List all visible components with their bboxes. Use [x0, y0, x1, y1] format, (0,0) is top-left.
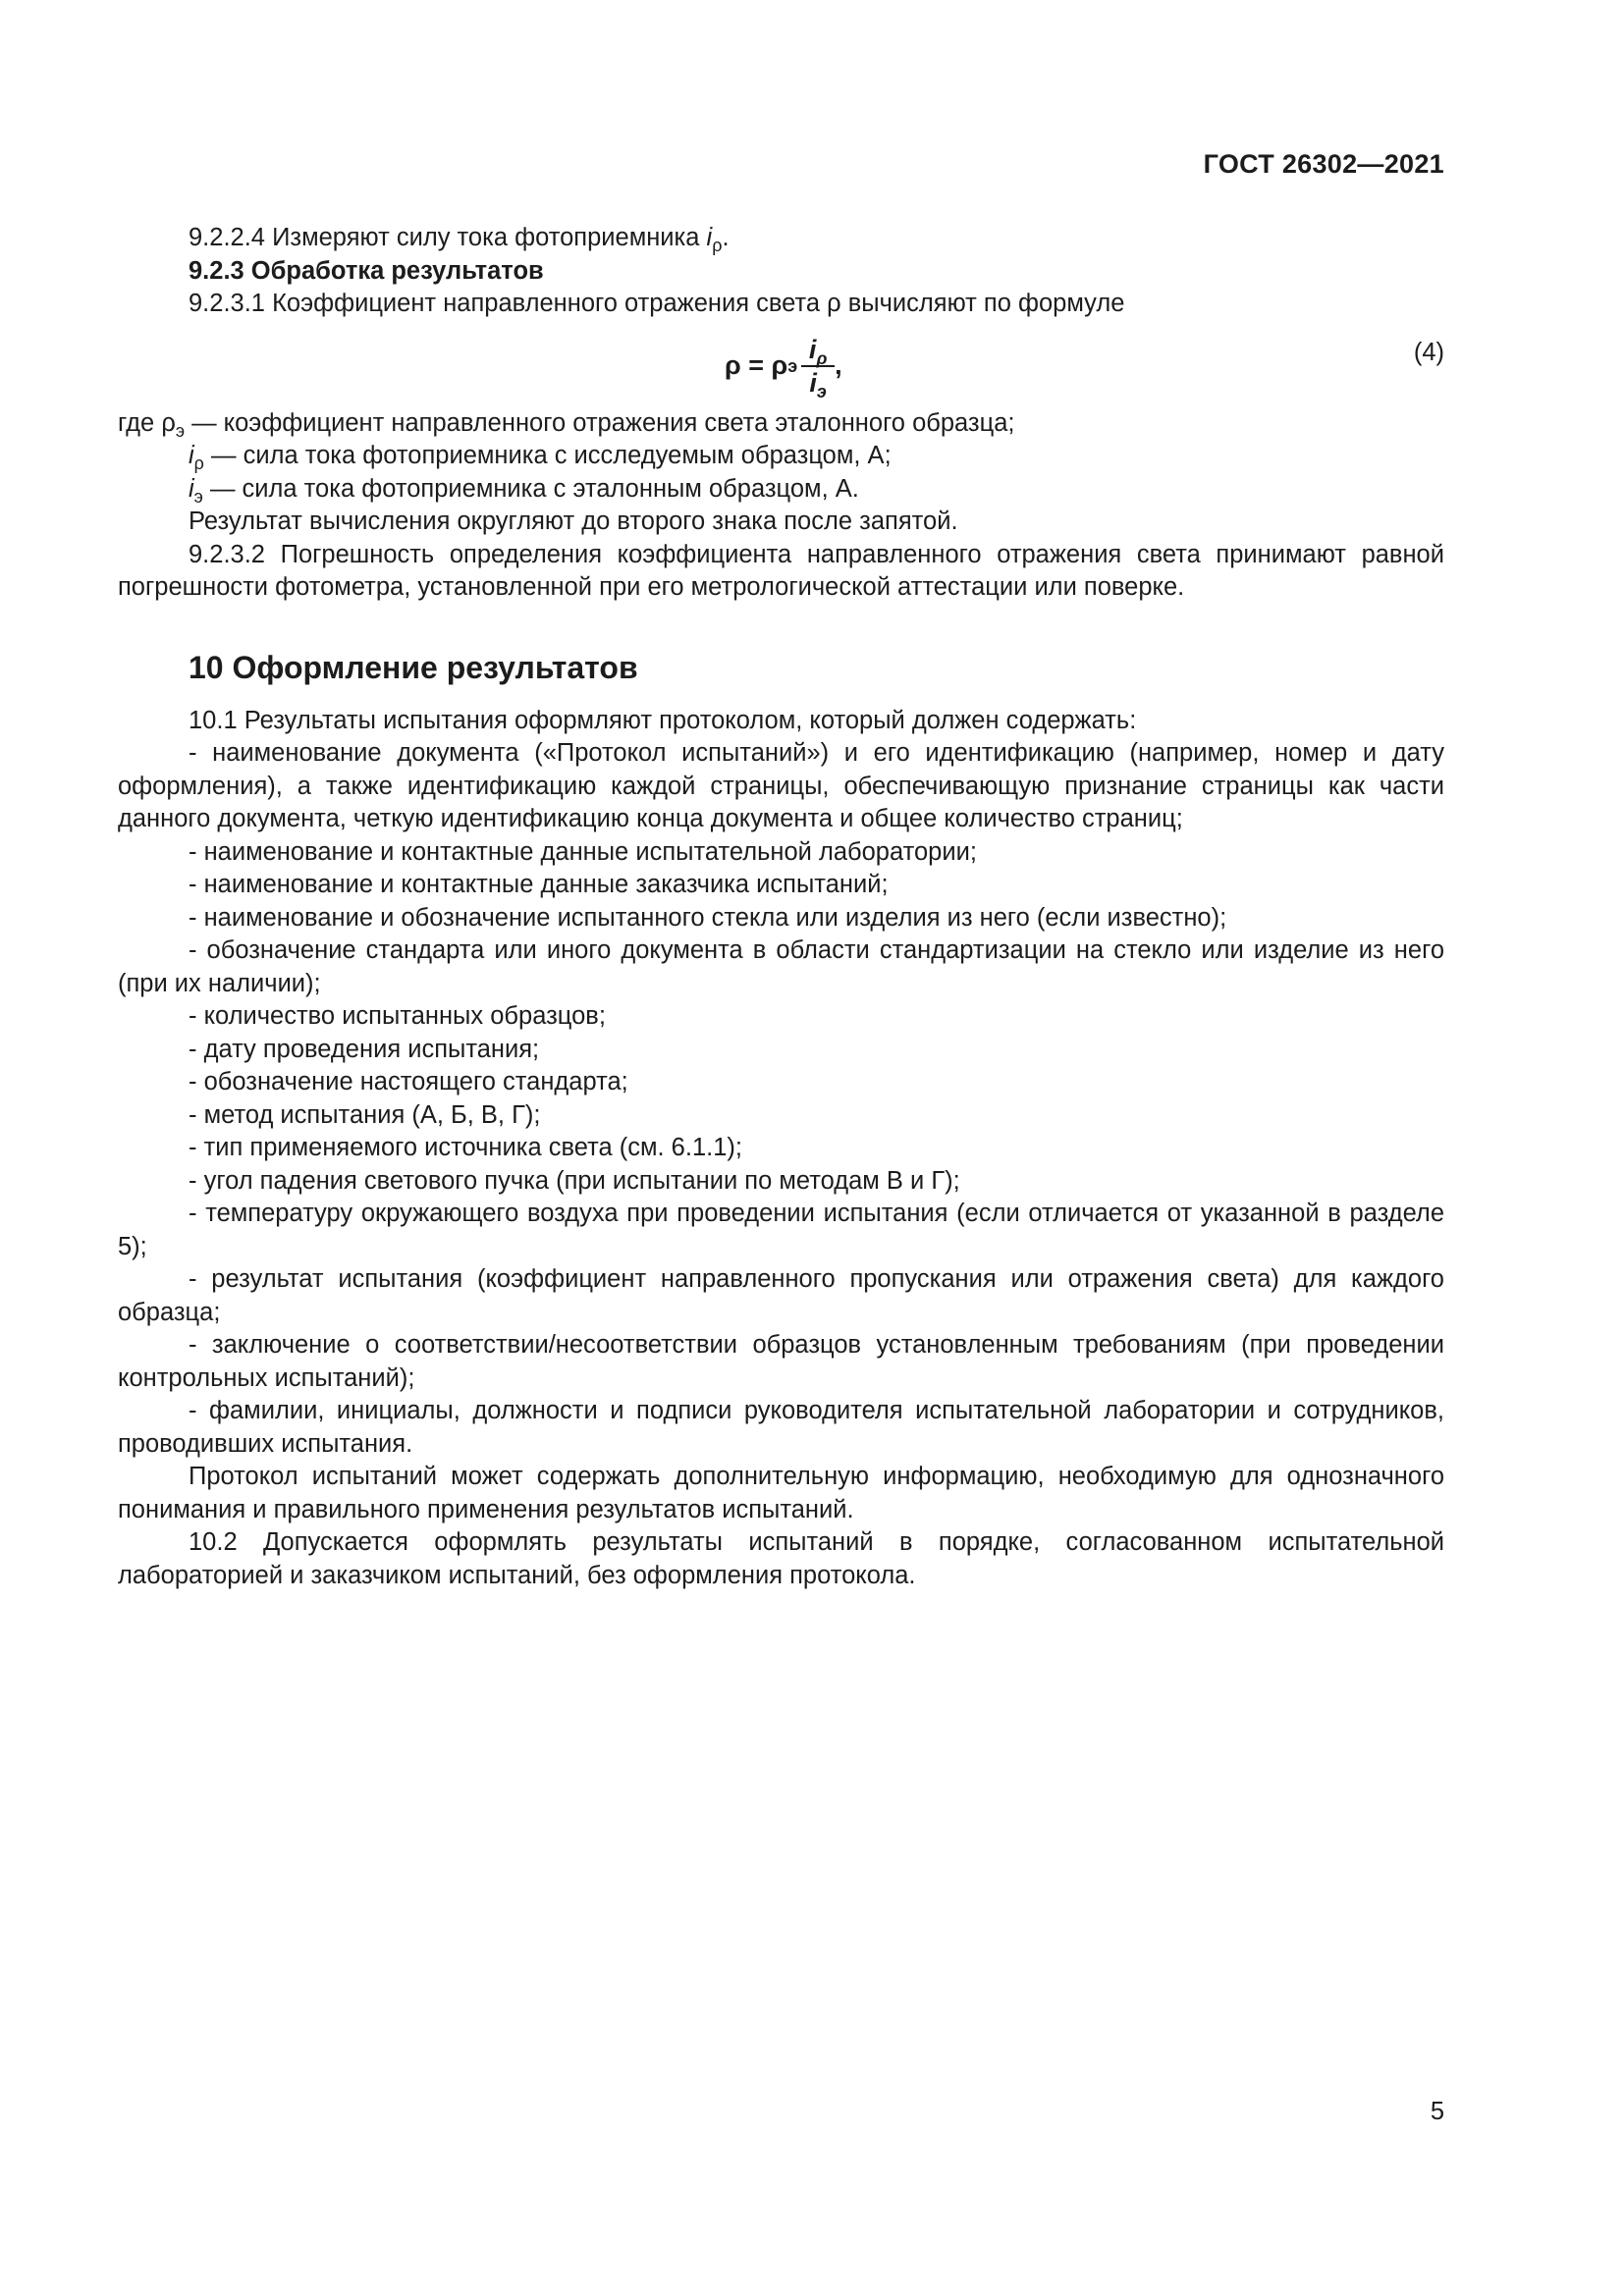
equation-number: (4): [1413, 338, 1444, 366]
clause-10-1: 10.1 Результаты испытания оформляют протоколом, который должен содержать:: [189, 706, 1137, 734]
symbol-i: i: [706, 224, 713, 251]
list-item: - обозначение настоящего стандарта;: [189, 1068, 628, 1095]
clause-end: .: [722, 224, 730, 251]
def1-text: — коэффициент направленного отражения света эталонного образца;: [185, 408, 1015, 437]
def3-symbol: i: [189, 474, 194, 503]
def2-symbol: i: [189, 442, 194, 469]
page-number: 5: [1430, 2098, 1444, 2125]
def1-symbol: ρ: [161, 408, 176, 437]
list-item: - наименование документа («Протокол испытаний») и его идентификацию (например, номер и дату оформления), а также идентификацию каждой страницы, обеспечивающую признание страницы как части данного документа, четкую идентификацию конца документа и общее количество страниц;: [118, 739, 1444, 832]
def3-text: — сила тока фотоприемника с эталонным образцом, А.: [202, 474, 859, 503]
clause-text: 9.2.2.4 Измеряют силу тока фотоприемника: [189, 224, 707, 251]
clause-9-2-2-4: [118, 222, 1444, 255]
def1-subscript: э: [175, 420, 186, 441]
clause-9-2-3-1: 9.2.3.1 Коэффициент направленного отражения света ρ вычисляют по формуле: [189, 290, 1125, 317]
list-item: - результат испытания (коэффициент направленного пропускания или отражения света) для каждого образца;: [118, 1265, 1444, 1326]
fraction-bar: [801, 365, 835, 367]
definition-row-2: [118, 440, 1444, 473]
definition-row-3: [118, 473, 1444, 507]
formula-4: ρ = ρ э $\frac{i_\rho}{i_э}$ ,: [725, 334, 842, 401]
subsection-title-9-2-3: 9.2.3 Обработка результатов: [189, 256, 544, 285]
document-code: ГОСТ 26302—2021: [1203, 149, 1444, 179]
list-item: - наименование и контактные данные заказчика испытаний;: [189, 871, 889, 898]
numerator-symbol: i: [808, 334, 817, 364]
formula-fraction: [801, 334, 835, 401]
list-item: - метод испытания (А, Б, В, Г);: [189, 1100, 541, 1129]
page-content: [118, 222, 1444, 1592]
fraction-denominator: [809, 367, 827, 401]
fraction-numerator: [808, 334, 828, 368]
protocol-note: Протокол испытаний может содержать дополнительную информацию, необходимую для однозначного понимания и правильного применения результатов испытаний.: [118, 1463, 1444, 1523]
denominator-symbol: i: [809, 367, 817, 398]
clause-9-2-3-2: 9.2.3.2 Погрешность определения коэффициента направленного отражения света принимают равной погрешности фотометра, установленной при его метрологической аттестации или поверке.: [118, 540, 1444, 601]
spacer: [118, 605, 1444, 648]
definition-row-1: [118, 407, 1444, 441]
symbol-subscript: ρ: [712, 236, 723, 255]
formula-lhs: ρ = ρ: [725, 349, 788, 380]
list-item: - тип применяемого источника света (см. 6.1.1);: [189, 1134, 742, 1161]
denominator-subscript: э: [816, 381, 827, 401]
list-item: - заключение о соответствии/несоответствии образцов установленным требованиям (при проведении контрольных испытаний);: [118, 1331, 1444, 1392]
def2-text: — сила тока фотоприемника с исследуемым образцом, А;: [203, 442, 892, 469]
list-item: - дату проведения испытания;: [189, 1035, 540, 1063]
rounding-note: Результат вычисления округляют до второго знака после запятой.: [189, 507, 958, 535]
protocol-items-list: [118, 737, 1444, 1461]
def2-subscript: ρ: [193, 454, 204, 473]
list-item: - наименование и обозначение испытанного стекла или изделия из него (если известно);: [189, 903, 1227, 932]
numerator-subscript: ρ: [816, 347, 828, 368]
formula-tail: ,: [835, 349, 842, 380]
list-item: - обозначение стандарта или иного документа в области стандартизации на стекло или изделие из него (при их наличии);: [118, 936, 1444, 997]
section-title-10: 10 Оформление результатов: [189, 649, 638, 685]
list-item: - угол падения светового пучка (при испытании по методам В и Г);: [189, 1166, 960, 1195]
list-item: - количество испытанных образцов;: [189, 1002, 606, 1030]
def3-subscript: э: [193, 486, 203, 507]
where-label: где: [118, 408, 162, 437]
list-item: - температуру окружающего воздуха при проведении испытания (если отличается от указанной в разделе 5);: [118, 1200, 1444, 1260]
list-item: - фамилии, инициалы, должности и подписи руководителя испытательной лаборатории и сотрудников, проводивших испытания.: [118, 1397, 1444, 1458]
clause-10-2: 10.2 Допускается оформлять результаты испытаний в порядке, согласованном испытательной лабораторией и заказчиком испытаний, без оформления протокола.: [118, 1528, 1444, 1589]
formula-block: [118, 325, 1444, 407]
list-item: - наименование и контактные данные испытательной лаборатории;: [189, 837, 977, 866]
